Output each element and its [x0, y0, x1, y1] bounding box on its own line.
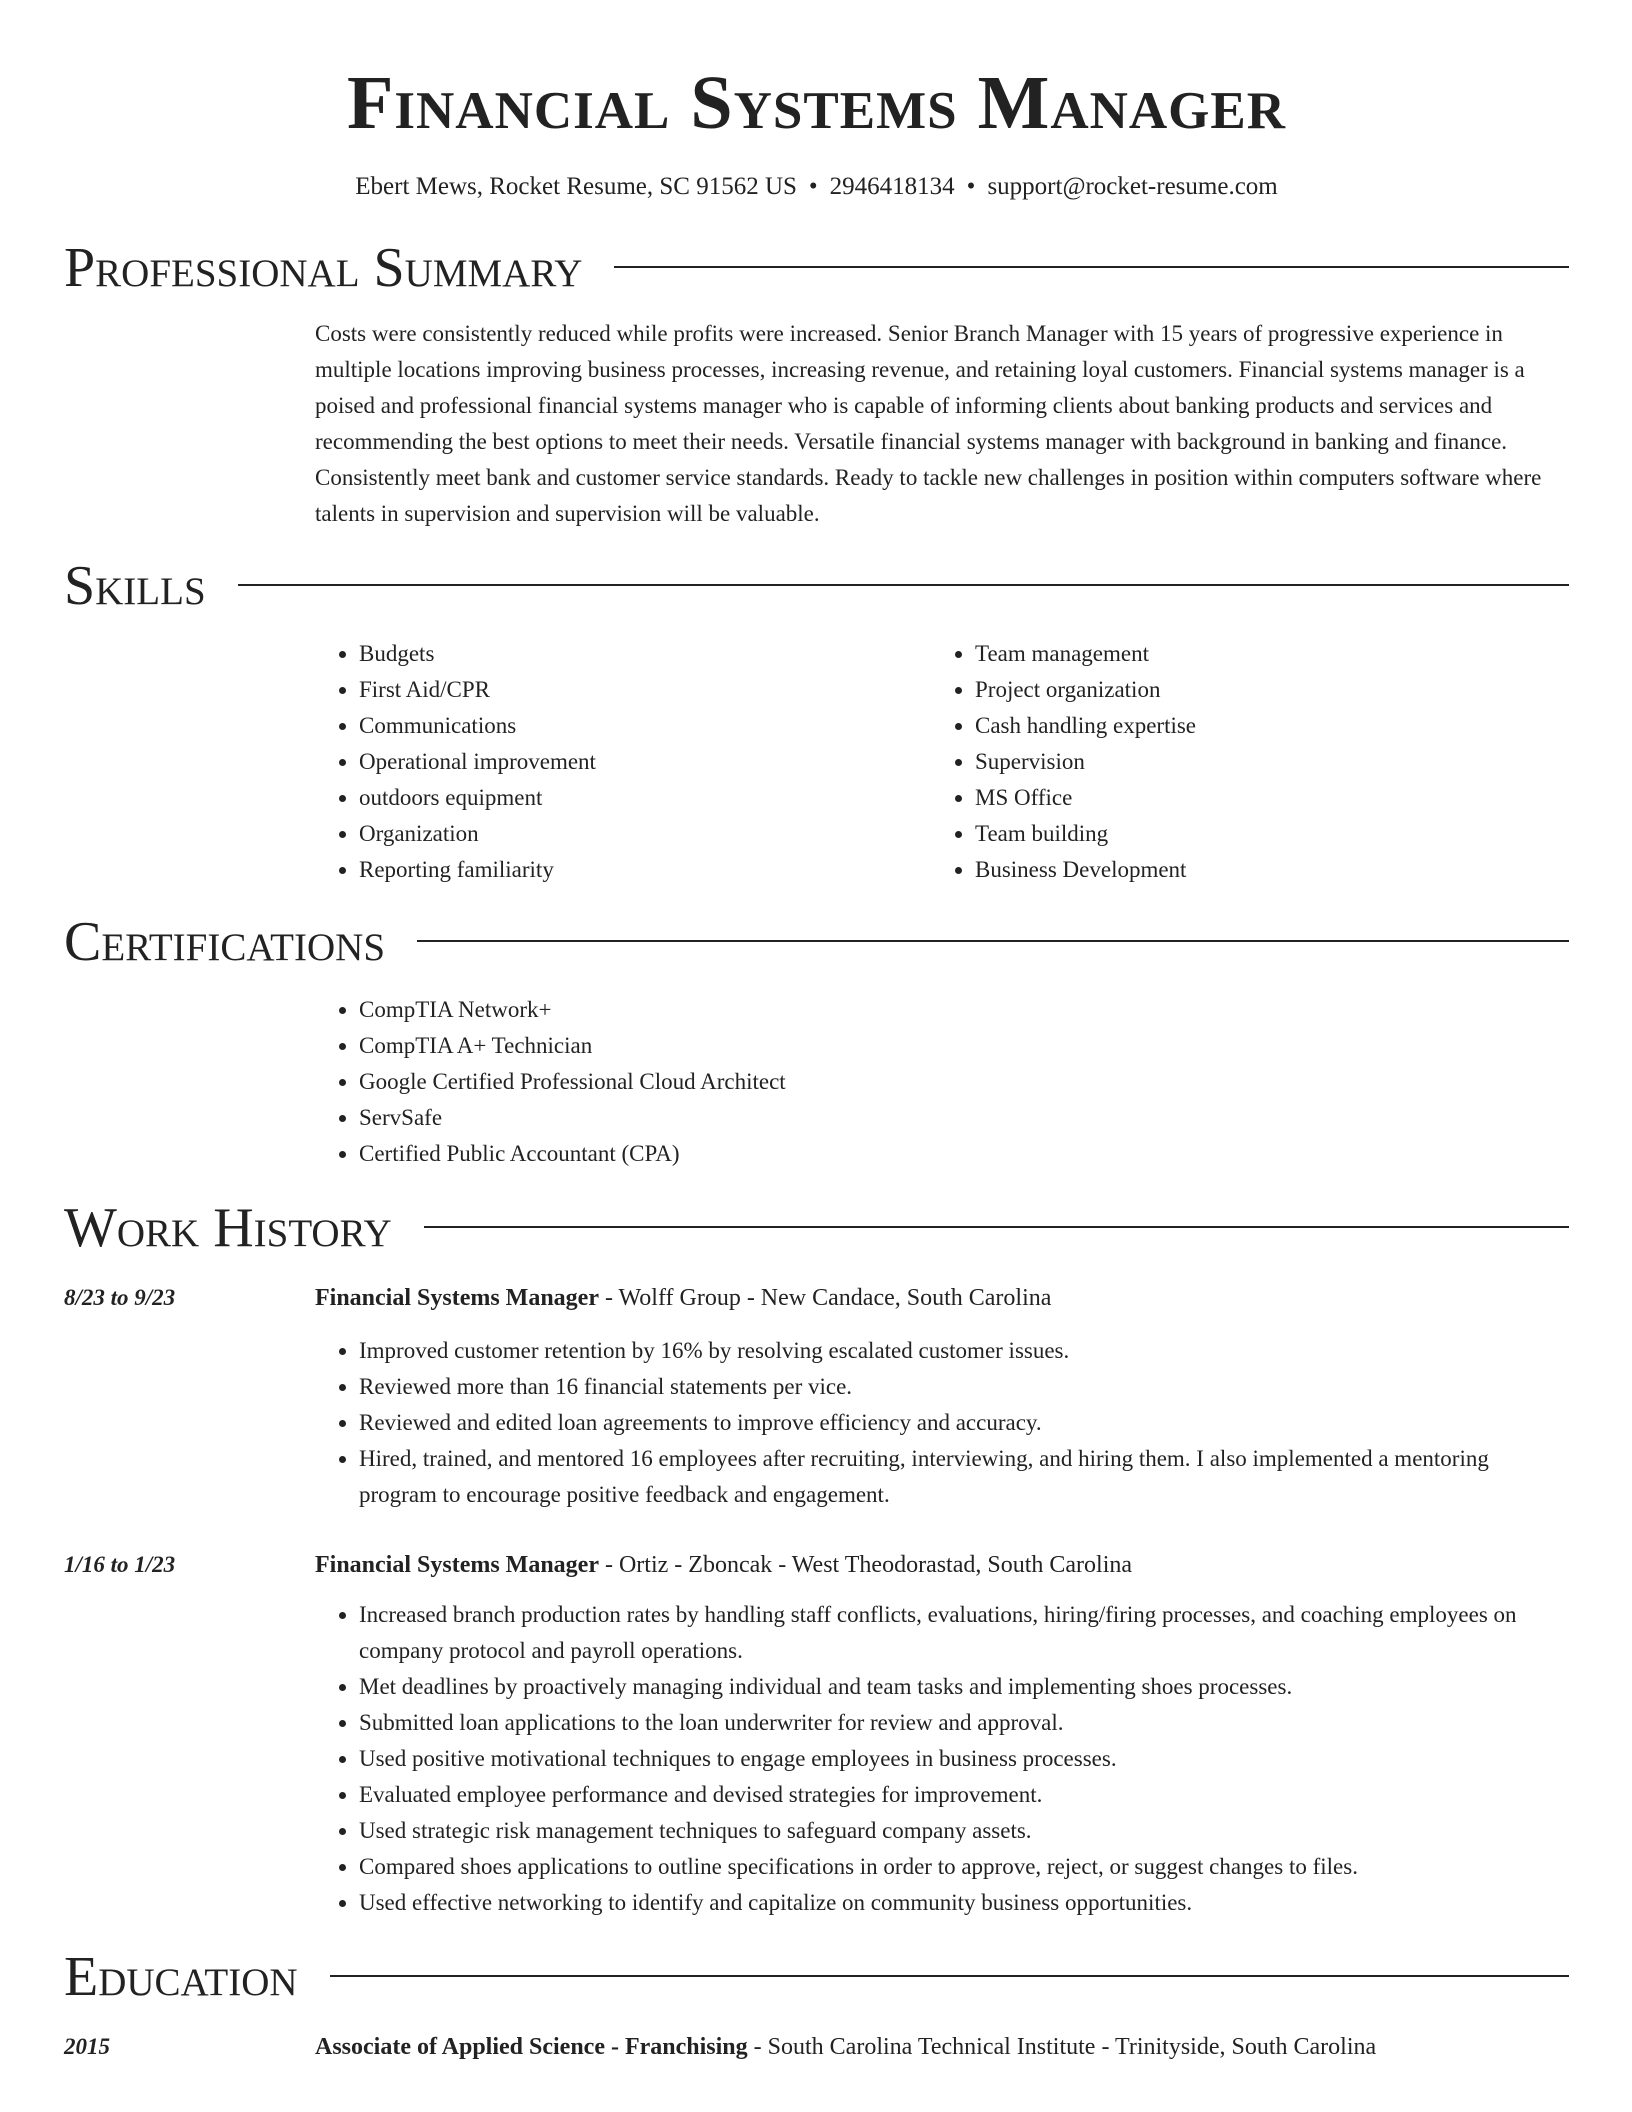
- job-bullet: • Used effective networking to identify and capitalize on community business opportunities.: [359, 1885, 1569, 1921]
- summary-text: Costs were consistently reduced while profits were increased. Senior Branch Manager with 15 years of progressive experience in multiple locations improving business processes, increasing revenue, and retaining loyal customers. Financial systems manager is a poised and professional financial systems manager who is capable of informing clients about banking products and services and recommending the best options to meet their needs. Versatile financial systems manager with background in banking and finance. Consistently meet bank and customer service standards. Ready to tackle new challenges in position within computers software where talents in supervision and supervision will be valuable.: [315, 321, 1542, 526]
- job-employer-location: - Wolff Group - New Candace, South Carolina: [598, 1285, 1052, 1311]
- skill-item: • Team management: [975, 636, 1547, 672]
- skill-item: • Operational improvement: [359, 744, 931, 780]
- candidate-name: Financial Systems Manager: [346, 61, 1287, 145]
- section-divider: [424, 1226, 1569, 1228]
- section-divider: [330, 1975, 1569, 1977]
- job-bullet: • Increased branch production rates by handling staff conflicts, evaluations, hiring/firing processes, and coaching employees on company protocol and payroll operations.: [359, 1597, 1569, 1669]
- job-bullet: • Met deadlines by proactively managing individual and team tasks and implementing shoes processes.: [359, 1669, 1569, 1705]
- job-dates: 8/23 to 9/23: [64, 1285, 176, 1310]
- contact-separator: •: [808, 173, 818, 200]
- section-title-summary: Professional Summary: [64, 237, 583, 299]
- section-header-work-history: [64, 1194, 1569, 1262]
- section-header-certifications: [64, 908, 1569, 976]
- job-content: [315, 1280, 1569, 1513]
- certification-item: • Google Certified Professional Cloud Architect: [359, 1064, 1569, 1100]
- certification-item: • CompTIA A+ Technician: [359, 1028, 1569, 1064]
- education-school-location: - South Carolina Technical Institute - Trinityside, South Carolina: [747, 2034, 1377, 2060]
- job-bullet: • Reviewed and edited loan agreements to improve efficiency and accuracy.: [359, 1405, 1569, 1441]
- section-header-education: [64, 1943, 1569, 2011]
- section-title-education: Education: [64, 1946, 298, 2008]
- education-entry: [64, 2029, 1569, 2065]
- skill-item: • Organization: [359, 816, 931, 852]
- skill-item: • MS Office: [975, 780, 1547, 816]
- contact-line: [64, 170, 1569, 204]
- job-bullet: • Hired, trained, and mentored 16 employees after recruiting, interviewing, and hiring them. I also implemented a mentoring program to encourage positive feedback and engagement.: [359, 1441, 1569, 1513]
- certification-item: • ServSafe: [359, 1100, 1569, 1136]
- certification-item: • Certified Public Accountant (CPA): [359, 1136, 1569, 1172]
- education-year: 2015: [64, 2034, 110, 2059]
- job-bullet: • Used strategic risk management techniques to safeguard company assets.: [359, 1813, 1569, 1849]
- job-title: Financial Systems Manager: [315, 1285, 599, 1311]
- job-bullets: [315, 1597, 1569, 1921]
- contact-address: Ebert Mews, Rocket Resume, SC 91562 US: [355, 173, 797, 200]
- section-divider: [614, 266, 1569, 268]
- section-divider: [238, 584, 1569, 586]
- job-dates: 1/16 to 1/23: [64, 1552, 176, 1577]
- skill-item: • Communications: [359, 708, 931, 744]
- education-degree: Associate of Applied Science - Franchising: [315, 2034, 748, 2060]
- skills-list: [64, 636, 1569, 888]
- certification-item: • CompTIA Network+: [359, 992, 1569, 1028]
- job-bullet: • Compared shoes applications to outline specifications in order to approve, reject, or suggest changes to files.: [359, 1849, 1569, 1885]
- skill-item: • Reporting familiarity: [359, 852, 931, 888]
- job-bullet: • Reviewed more than 16 financial statements per vice.: [359, 1369, 1569, 1405]
- section-title-certifications: Certifications: [64, 911, 386, 973]
- job-bullet: • Evaluated employee performance and devised strategies for improvement.: [359, 1777, 1569, 1813]
- skill-item: • Supervision: [975, 744, 1547, 780]
- job-bullets: [315, 1333, 1569, 1513]
- job-title: Financial Systems Manager: [315, 1552, 599, 1578]
- skill-item: • Business Development: [975, 852, 1547, 888]
- section-divider: [417, 940, 1569, 942]
- contact-phone: 2946418134: [829, 173, 955, 200]
- job-bullet: • Submitted loan applications to the loan underwriter for review and approval.: [359, 1705, 1569, 1741]
- section-header-skills: [64, 552, 1569, 620]
- skills-column-left: [315, 636, 931, 888]
- certifications-list: [64, 992, 1569, 1172]
- job-entry: [64, 1547, 1569, 1921]
- job-title-line: [315, 1547, 1569, 1583]
- skill-item: • Cash handling expertise: [975, 708, 1547, 744]
- job-employer-location: - Ortiz - Zboncak - West Theodorastad, South Carolina: [598, 1552, 1133, 1578]
- skill-item: • Team building: [975, 816, 1547, 852]
- skill-item: • Budgets: [359, 636, 931, 672]
- skill-item: • outdoors equipment: [359, 780, 931, 816]
- section-title-work-history: Work History: [64, 1197, 392, 1259]
- education-content: [315, 2029, 1376, 2065]
- skills-column-right: [931, 636, 1547, 888]
- section-title-skills: Skills: [64, 555, 206, 617]
- skill-item: • First Aid/CPR: [359, 672, 931, 708]
- job-bullet: • Improved customer retention by 16% by resolving escalated customer issues.: [359, 1333, 1569, 1369]
- job-bullet: • Used positive motivational techniques to engage employees in business processes.: [359, 1741, 1569, 1777]
- skill-item: • Project organization: [975, 672, 1547, 708]
- section-header-summary: [64, 234, 1569, 302]
- job-entry: [64, 1280, 1569, 1513]
- job-content: [315, 1547, 1569, 1921]
- contact-separator: •: [966, 173, 976, 200]
- job-title-line: [315, 1280, 1569, 1316]
- contact-email: support@rocket-resume.com: [987, 173, 1278, 200]
